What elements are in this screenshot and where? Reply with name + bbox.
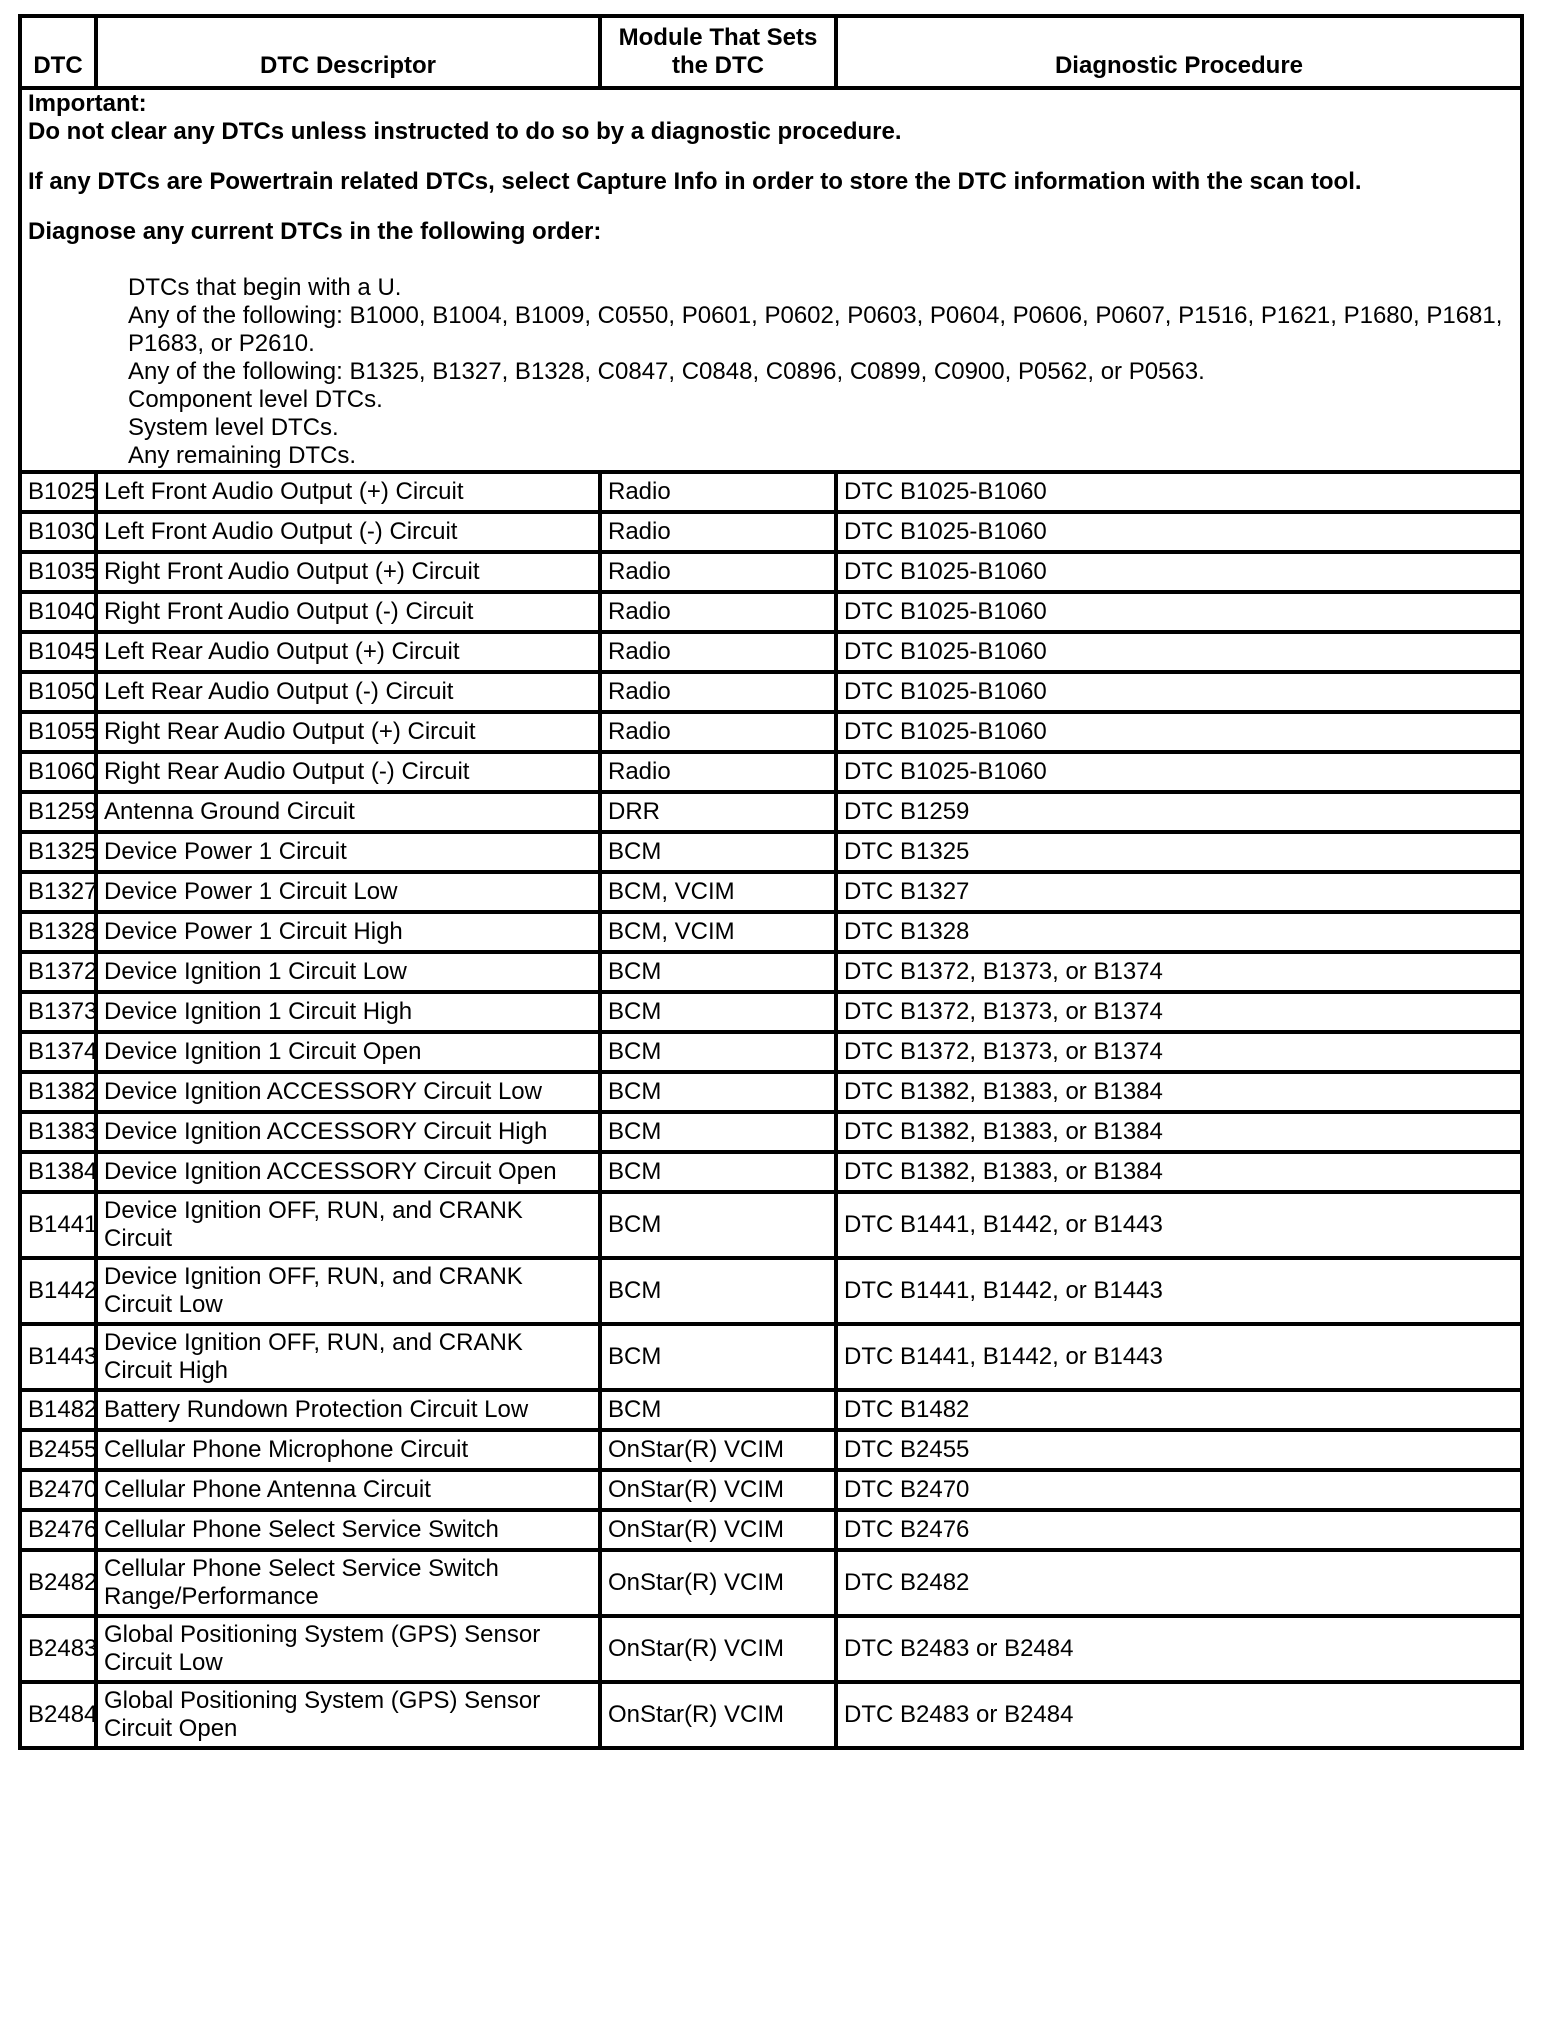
cell-descriptor xyxy=(96,1324,600,1390)
notes-cell xyxy=(20,88,1522,472)
table-row xyxy=(20,472,1522,512)
cell-descriptor: Right Rear Audio Output (-) Circuit xyxy=(96,752,600,792)
cell-dtc: B2482 xyxy=(20,1550,96,1616)
cell-module: OnStar(R) VCIM xyxy=(600,1510,836,1550)
cell-dtc: B1443 xyxy=(20,1324,96,1390)
cell-dtc: B1325 xyxy=(20,832,96,872)
cell-descriptor: Device Ignition ACCESSORY Circuit Open xyxy=(96,1152,600,1192)
order-item: DTCs that begin with a U. xyxy=(128,274,402,301)
cell-procedure: DTC B1482 xyxy=(836,1390,1522,1430)
cell-module: BCM xyxy=(600,1072,836,1112)
cell-dtc: B1442 xyxy=(20,1258,96,1324)
cell-descriptor: Right Front Audio Output (-) Circuit xyxy=(96,592,600,632)
cell-procedure: DTC B2455 xyxy=(836,1430,1522,1470)
cell-procedure: DTC B1025-B1060 xyxy=(836,552,1522,592)
dtc-table xyxy=(18,14,1524,1750)
order-item: System level DTCs. xyxy=(128,414,339,441)
cell-descriptor: Left Front Audio Output (-) Circuit xyxy=(96,512,600,552)
cell-dtc: B1384 xyxy=(20,1152,96,1192)
cell-dtc: B1060 xyxy=(20,752,96,792)
header-module-line1: Module That Sets xyxy=(618,24,818,51)
header-procedure: Diagnostic Procedure xyxy=(836,16,1522,88)
cell-dtc: B2455 xyxy=(20,1430,96,1470)
cell-procedure: DTC B2470 xyxy=(836,1470,1522,1510)
cell-module: Radio xyxy=(600,592,836,632)
cell-descriptor xyxy=(96,1550,600,1616)
descriptor-line: Device Ignition OFF, RUN, and CRANK xyxy=(104,1329,523,1356)
cell-dtc: B1383 xyxy=(20,1112,96,1152)
table-row xyxy=(20,1072,1522,1112)
cell-procedure: DTC B1382, B1383, or B1384 xyxy=(836,1072,1522,1112)
order-item: Any of the following: B1000, B1004, B1009, C0550, P0601, P0602, P0603, P0604, P0606, P0607, P1516, P1621, P1680, P1681, P1683, or P2610. xyxy=(128,302,1503,357)
cell-module: BCM xyxy=(600,1152,836,1192)
cell-procedure: DTC B1328 xyxy=(836,912,1522,952)
table-row xyxy=(20,832,1522,872)
descriptor-line: Circuit Open xyxy=(104,1715,238,1742)
cell-dtc: B1327 xyxy=(20,872,96,912)
header-module xyxy=(600,16,836,88)
table-row xyxy=(20,912,1522,952)
important-label: Important: xyxy=(28,90,147,117)
header-descriptor: DTC Descriptor xyxy=(96,16,600,88)
cell-dtc: B1374 xyxy=(20,1032,96,1072)
table-row xyxy=(20,1112,1522,1152)
table-row xyxy=(20,792,1522,832)
cell-module: BCM xyxy=(600,1324,836,1390)
table-row xyxy=(20,672,1522,712)
cell-dtc: B1035 xyxy=(20,552,96,592)
cell-descriptor: Device Power 1 Circuit Low xyxy=(96,872,600,912)
cell-module: BCM xyxy=(600,1390,836,1430)
cell-descriptor: Cellular Phone Select Service Switch xyxy=(96,1510,600,1550)
cell-descriptor: Device Ignition 1 Circuit Low xyxy=(96,952,600,992)
cell-dtc: B1045 xyxy=(20,632,96,672)
cell-procedure: DTC B1382, B1383, or B1384 xyxy=(836,1152,1522,1192)
cell-dtc: B1441 xyxy=(20,1192,96,1258)
cell-procedure: DTC B1327 xyxy=(836,872,1522,912)
cell-module: Radio xyxy=(600,672,836,712)
table-row xyxy=(20,1390,1522,1430)
descriptor-line: Device Ignition OFF, RUN, and CRANK xyxy=(104,1263,523,1290)
cell-module: Radio xyxy=(600,712,836,752)
descriptor-line: Circuit High xyxy=(104,1357,229,1384)
descriptor-line: Circuit Low xyxy=(104,1649,223,1676)
cell-descriptor: Device Ignition 1 Circuit High xyxy=(96,992,600,1032)
order-heading: Diagnose any current DTCs in the following order: xyxy=(28,218,602,245)
cell-dtc: B2483 xyxy=(20,1616,96,1682)
descriptor-line: Device Ignition OFF, RUN, and CRANK xyxy=(104,1197,523,1224)
cell-module: Radio xyxy=(600,472,836,512)
cell-module: BCM xyxy=(600,952,836,992)
order-item: Any remaining DTCs. xyxy=(128,442,357,469)
cell-module: OnStar(R) VCIM xyxy=(600,1550,836,1616)
cell-procedure: DTC B1259 xyxy=(836,792,1522,832)
table-row xyxy=(20,712,1522,752)
cell-procedure: DTC B1441, B1442, or B1443 xyxy=(836,1258,1522,1324)
cell-descriptor: Device Ignition ACCESSORY Circuit Low xyxy=(96,1072,600,1112)
cell-module: OnStar(R) VCIM xyxy=(600,1470,836,1510)
cell-dtc: B1055 xyxy=(20,712,96,752)
table-row xyxy=(20,1032,1522,1072)
cell-descriptor: Right Front Audio Output (+) Circuit xyxy=(96,552,600,592)
cell-module: BCM xyxy=(600,1258,836,1324)
cell-procedure: DTC B1441, B1442, or B1443 xyxy=(836,1192,1522,1258)
cell-procedure: DTC B1325 xyxy=(836,832,1522,872)
cell-dtc: B1030 xyxy=(20,512,96,552)
header-module-line2: the DTC xyxy=(672,52,764,79)
table-row xyxy=(20,752,1522,792)
cell-dtc: B1040 xyxy=(20,592,96,632)
table-row xyxy=(20,1152,1522,1192)
descriptor-line: Global Positioning System (GPS) Sensor xyxy=(104,1621,541,1648)
cell-procedure: DTC B2483 or B2484 xyxy=(836,1616,1522,1682)
cell-descriptor: Device Power 1 Circuit xyxy=(96,832,600,872)
important-note-2: If any DTCs are Powertrain related DTCs, select Capture Info in order to store the DTC information with the scan tool. xyxy=(28,168,1362,195)
notes-row xyxy=(20,88,1522,472)
table-header-row xyxy=(20,16,1522,88)
cell-descriptor: Battery Rundown Protection Circuit Low xyxy=(96,1390,600,1430)
cell-procedure: DTC B1025-B1060 xyxy=(836,472,1522,512)
table-row xyxy=(20,1470,1522,1510)
cell-descriptor xyxy=(96,1682,600,1748)
cell-dtc: B1328 xyxy=(20,912,96,952)
descriptor-line: Circuit Low xyxy=(104,1291,223,1318)
table-row xyxy=(20,592,1522,632)
descriptor-line: Range/Performance xyxy=(104,1583,319,1610)
cell-descriptor: Device Ignition 1 Circuit Open xyxy=(96,1032,600,1072)
cell-dtc: B2476 xyxy=(20,1510,96,1550)
cell-descriptor: Device Power 1 Circuit High xyxy=(96,912,600,952)
cell-dtc: B1025 xyxy=(20,472,96,512)
cell-procedure: DTC B1025-B1060 xyxy=(836,752,1522,792)
descriptor-line: Cellular Phone Select Service Switch xyxy=(104,1555,499,1582)
order-list xyxy=(128,274,1514,470)
cell-procedure: DTC B1372, B1373, or B1374 xyxy=(836,992,1522,1032)
cell-descriptor: Antenna Ground Circuit xyxy=(96,792,600,832)
cell-module: OnStar(R) VCIM xyxy=(600,1682,836,1748)
cell-dtc: B1482 xyxy=(20,1390,96,1430)
table-row xyxy=(20,1324,1522,1390)
cell-procedure: DTC B1025-B1060 xyxy=(836,672,1522,712)
cell-descriptor: Cellular Phone Microphone Circuit xyxy=(96,1430,600,1470)
cell-module: Radio xyxy=(600,632,836,672)
cell-dtc: B1382 xyxy=(20,1072,96,1112)
cell-module: DRR xyxy=(600,792,836,832)
table-row xyxy=(20,632,1522,672)
table-row xyxy=(20,992,1522,1032)
table-row xyxy=(20,1682,1522,1748)
header-dtc: DTC xyxy=(20,16,96,88)
cell-descriptor xyxy=(96,1616,600,1682)
table-row xyxy=(20,552,1522,592)
order-item: Component level DTCs. xyxy=(128,386,383,413)
cell-procedure: DTC B1441, B1442, or B1443 xyxy=(836,1324,1522,1390)
cell-module: BCM, VCIM xyxy=(600,872,836,912)
cell-descriptor: Left Front Audio Output (+) Circuit xyxy=(96,472,600,512)
cell-module: Radio xyxy=(600,552,836,592)
cell-descriptor xyxy=(96,1192,600,1258)
cell-descriptor: Cellular Phone Antenna Circuit xyxy=(96,1470,600,1510)
descriptor-line: Circuit xyxy=(104,1225,173,1252)
cell-module: OnStar(R) VCIM xyxy=(600,1616,836,1682)
table-row xyxy=(20,1192,1522,1258)
cell-module: BCM xyxy=(600,832,836,872)
cell-procedure: DTC B2482 xyxy=(836,1550,1522,1616)
cell-procedure: DTC B1372, B1373, or B1374 xyxy=(836,952,1522,992)
table-row xyxy=(20,872,1522,912)
cell-procedure: DTC B1025-B1060 xyxy=(836,632,1522,672)
cell-module: BCM xyxy=(600,1112,836,1152)
cell-module: BCM xyxy=(600,1032,836,1072)
table-row xyxy=(20,1430,1522,1470)
cell-descriptor: Left Rear Audio Output (+) Circuit xyxy=(96,632,600,672)
cell-module: BCM xyxy=(600,992,836,1032)
cell-dtc: B1372 xyxy=(20,952,96,992)
table-row xyxy=(20,512,1522,552)
cell-procedure: DTC B2476 xyxy=(836,1510,1522,1550)
cell-dtc: B2484 xyxy=(20,1682,96,1748)
important-note-1: Do not clear any DTCs unless instructed to do so by a diagnostic procedure. xyxy=(28,118,902,145)
cell-dtc: B1050 xyxy=(20,672,96,712)
cell-dtc: B1373 xyxy=(20,992,96,1032)
cell-module: BCM xyxy=(600,1192,836,1258)
table-row xyxy=(20,952,1522,992)
table-row xyxy=(20,1550,1522,1616)
cell-procedure: DTC B1372, B1373, or B1374 xyxy=(836,1032,1522,1072)
cell-dtc: B2470 xyxy=(20,1470,96,1510)
table-row xyxy=(20,1258,1522,1324)
cell-module: Radio xyxy=(600,512,836,552)
cell-procedure: DTC B1382, B1383, or B1384 xyxy=(836,1112,1522,1152)
cell-module: OnStar(R) VCIM xyxy=(600,1430,836,1470)
table-row xyxy=(20,1616,1522,1682)
cell-descriptor: Left Rear Audio Output (-) Circuit xyxy=(96,672,600,712)
descriptor-line: Global Positioning System (GPS) Sensor xyxy=(104,1687,541,1714)
cell-dtc: B1259 xyxy=(20,792,96,832)
cell-module: Radio xyxy=(600,752,836,792)
cell-descriptor xyxy=(96,1258,600,1324)
cell-procedure: DTC B1025-B1060 xyxy=(836,712,1522,752)
cell-procedure: DTC B1025-B1060 xyxy=(836,512,1522,552)
cell-descriptor: Device Ignition ACCESSORY Circuit High xyxy=(96,1112,600,1152)
cell-procedure: DTC B2483 or B2484 xyxy=(836,1682,1522,1748)
cell-module: BCM, VCIM xyxy=(600,912,836,952)
table-row xyxy=(20,1510,1522,1550)
order-item: Any of the following: B1325, B1327, B1328, C0847, C0848, C0896, C0899, C0900, P0562, or P0563. xyxy=(128,358,1205,385)
cell-descriptor: Right Rear Audio Output (+) Circuit xyxy=(96,712,600,752)
cell-procedure: DTC B1025-B1060 xyxy=(836,592,1522,632)
